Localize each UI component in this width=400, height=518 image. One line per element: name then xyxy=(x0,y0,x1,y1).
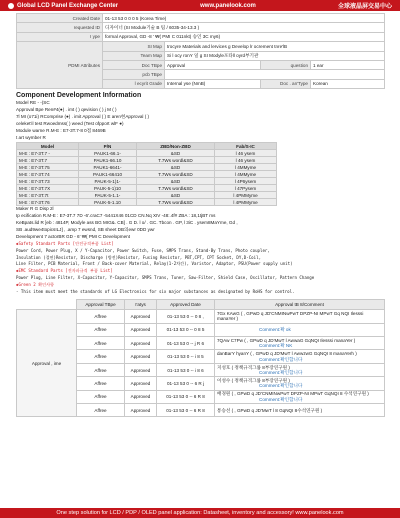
comment-header: Approval tB 8/Comment xyxy=(215,300,385,310)
model-cell: M-E : E7-3T.7 - xyxy=(17,150,79,157)
fab-col-header: Fab/S-IC xyxy=(215,143,277,150)
pn-cell: PAUK-5-1.10 xyxy=(79,199,137,206)
pn-cell: PAUK1-6641- xyxy=(79,164,137,171)
approver-type: Affree xyxy=(77,363,125,376)
maker-line: Maker R G Disp 2l xyxy=(16,206,54,212)
zbd-cell: T.7Ws wordl&SD xyxy=(137,199,215,206)
approver-type: Affree xyxy=(77,377,125,390)
model-cell: M-E : E7-3T.74 xyxy=(17,171,79,178)
fab-cell: l 4P6ysem xyxy=(215,178,277,185)
approver-type: Affree xyxy=(77,404,125,417)
table-row xyxy=(17,192,277,199)
approved-date-header: Approved Date xyxy=(157,300,215,310)
safety-parts-title: ◆Safety Standart Parts [안전규격부품 List] xyxy=(16,240,114,246)
fab-cell: l 4PMMyme xyxy=(215,192,277,199)
approval-comment xyxy=(215,323,385,336)
zbd-cell: &SD xyxy=(137,164,215,171)
safety-parts-line: Power Cord, Power Plug, X / Y-Capacitor, Power Switch, Fuse, SMPS Trans, Stand-By Trans, Photo coupler, xyxy=(16,247,270,253)
specification-line: Ip ecification R.M-E : E7-3T.7 7D -6'.craC7 -5441X46 01CD CN.Nq XIV -48:.4f# ZBA : 18,1tjBT ms xyxy=(16,213,216,219)
comment-text: Comment:확인합니다 xyxy=(259,370,303,376)
pn-cell: PAUK-5-1)1- xyxy=(79,178,137,185)
fab-cell: l 4MMyme xyxy=(215,171,277,178)
site-name: Global LCD Panel Exchange Center xyxy=(17,2,119,9)
spec-line: t art wymber R xyxy=(16,134,46,140)
approval-table xyxy=(16,299,385,417)
approval-comment xyxy=(215,350,385,363)
site-footer-bar xyxy=(0,508,400,518)
requested-id-label: requested ID xyxy=(17,23,103,32)
approval-date: 01-13 53 0 -- j R 6 xyxy=(157,337,215,350)
site-header-bar xyxy=(0,0,400,11)
site-logo[interactable] xyxy=(8,3,118,9)
fab-cell: l 4PMMyme xyxy=(215,199,277,206)
requested-id-value: 디자이너 (SI Module기술 B 팀 / 6035-34-13.3 ) xyxy=(103,23,385,32)
approval-status: Approved xyxy=(125,390,157,403)
created-date-label: Created Date xyxy=(17,14,103,23)
approver-name: danBarY hyanY ( , GPwD q JD'MwT l AwwzwG GqNQI 8 manaYerh ) xyxy=(217,351,357,357)
model-cell: M-E : E7-3T.73 xyxy=(17,178,79,185)
fab-cell: l 47Pysem xyxy=(215,185,277,192)
si-map-label: SI Map xyxy=(103,42,165,51)
approval-status: Approved xyxy=(125,323,157,336)
comment-text: Comment:확인합니다 xyxy=(259,383,303,389)
approval-date: 01-13 53 0 -- 6 R j xyxy=(157,377,215,390)
spec-line: 7l MI (o71i) RComprise (●) . imit Approval ( ) E aren현Approval ( ) xyxy=(16,113,150,119)
comment-text: Comment:확 ok xyxy=(259,327,291,333)
emc-parts-title: ◆EMC Standard Parts [전자파규격 부품 List] xyxy=(16,268,113,274)
approver-name: 배경원 ( , GPwD q JD'CNMINwPwT DPZP-NI MPwT GqNQI 8 수석연구원 ) xyxy=(217,391,369,397)
approver-type: Affree xyxy=(77,310,125,323)
approver-name: 7Gx KAwG ( , GPwD q JD'CNMINwPwT DPZP-NI MPwT Gq NQI Ilesssi manaYer ) xyxy=(217,311,364,322)
team-map-value: Si l ocy ronY 일 g SI Modyle포타ll oyrd부기관 xyxy=(165,51,385,60)
approval-date: 01-13 53 0 -- i 8 6 xyxy=(157,363,215,376)
model-col-header: Model xyxy=(17,143,79,150)
pn-cell: PAUK-5-1.1- xyxy=(79,192,137,199)
approval-status: Approved xyxy=(125,350,157,363)
pcb-type-label: pcb TBpe xyxy=(103,70,165,79)
question-label: question xyxy=(261,60,311,69)
doc-type-label: Doc TBpe xyxy=(103,60,165,69)
pn-cell: PAUK1-66.10 xyxy=(79,157,137,164)
doc-type-value: Approval xyxy=(165,60,261,69)
zbd-cell: T.7Ws wordl&SD xyxy=(137,157,215,164)
approval-date: 01-13 53 0 -- 6 R 8 xyxy=(157,390,215,403)
safety-parts-line: Line Filter, PCB Material, Front / Back-cover Material, Relay(1-2차간), Varistor, Adaptor, PSU(Power supply unit) xyxy=(16,261,293,267)
approval-status: Approved xyxy=(125,404,157,417)
spec-lines xyxy=(16,100,384,141)
table-row xyxy=(17,199,277,206)
model-cell: M-E : E7-3T.76 xyxy=(17,199,79,206)
approval-line-label: Approval , ime xyxy=(17,310,77,417)
fab-cell: l 46 ysem xyxy=(215,150,277,157)
approval-date: 01-13 53 0 -- 0 8 , xyxy=(157,310,215,323)
zbd-cell: &SD xyxy=(137,150,215,157)
green-check-line: - This item must meet the standards of LG Electronics for six major substances as designated by RoHS for control. xyxy=(16,288,295,294)
approval-type-header: Approval TBpe xyxy=(77,300,125,310)
approver-type: Affree xyxy=(77,337,125,350)
table-row xyxy=(17,164,277,171)
spec-line: Module warne R.M-E : E7-3T.7-8 0점 8469B xyxy=(16,127,106,133)
pn-cell: PAUK1-66410 xyxy=(79,171,137,178)
pn-cell: PAUK1-66.1- xyxy=(79,150,137,157)
document-info-table xyxy=(16,13,385,89)
keywords-line: KeBpats.lid R ]eb : 4814P, Modyle ass BG MIG&. CB] . G D. l o/ . GC. Tbcon . GP, l 3iC . ysem8MaYme, Gd , xyxy=(16,220,238,226)
table-row xyxy=(17,185,277,192)
comment-text: Comment:확인합니다 xyxy=(259,396,303,402)
zbd-cell: T.7Ws wordl&SD xyxy=(137,185,215,192)
spec-line: Model RE - -(SC xyxy=(16,100,50,106)
table-row xyxy=(17,310,385,323)
model-table xyxy=(16,142,277,206)
status-header: I'atys xyxy=(125,300,157,310)
pn-col-header: P/N xyxy=(79,143,137,150)
spec-line: Approval Bpe Ren#4(●) . imt ( ) qevision ( ) j M ( ) xyxy=(16,107,117,113)
approval-comment xyxy=(215,377,385,390)
zbd-cell: &SD xyxy=(137,178,215,185)
approval-status: Approved xyxy=(125,337,157,350)
zbd-col-header: ZBD/Non-ZBD xyxy=(137,143,215,150)
approver-type: Affree xyxy=(77,390,125,403)
model-cell: M-E : E7-3T.75 xyxy=(17,164,79,171)
zbd-cell: &SD xyxy=(137,192,215,199)
table-row xyxy=(17,178,277,185)
approval-comment xyxy=(215,363,385,376)
approval-status: Approved xyxy=(125,363,157,376)
footer-text[interactable]: One step solution for LCD / PDP / OLED panel application: Datasheet, inventory and accessory! www.panelook.com xyxy=(56,510,344,516)
approval-status: Approved xyxy=(125,310,157,323)
comment-text: Comment:확 NK xyxy=(259,343,293,349)
pdmi-attributes-label: PDMI Attributes xyxy=(17,42,103,89)
approval-comment xyxy=(215,404,385,417)
table-row xyxy=(17,157,277,164)
approver-name: 7QAw C7Pw ( , GPwD q JD'MwT l AwwaG GqNQI Ilesssi manaYer ) xyxy=(217,337,356,343)
approval-date: 01-13 53 0 -- i 8 5 xyxy=(157,350,215,363)
pn-cell: PAUK-5-1)10 xyxy=(79,185,137,192)
approver-name: 통승선 ( , GPwD q JD'MwT l 8 GqNQI 8수석연구원 ) xyxy=(217,407,323,413)
fab-cell: l 4MMyme xyxy=(215,164,277,171)
si-map-value: trocyre Materials and lervices g Develop lr ocrement tnre'lB xyxy=(165,42,385,51)
type-label: I ype xyxy=(17,32,103,41)
approval-comment xyxy=(215,390,385,403)
site-url[interactable]: www.panelook.com xyxy=(200,2,256,9)
table-row xyxy=(17,171,277,178)
spec-line: celeket'il test Rwoedmss( ) weed (Test ofpport wlF ●) xyxy=(16,120,124,126)
zbd-cell: T.7Ws wordl&SD xyxy=(137,171,215,178)
emc-parts-line: Power Plug, Line Filter, X-Capacitor, Y-Capacitor, SMPS Trans, Tuner, Saw-Filter, Shield Case, Oscillator, Pattern Change xyxy=(16,274,315,280)
fab-cell: l 46 ysem xyxy=(215,157,277,164)
approval-comment xyxy=(215,337,385,350)
keywords-line-cont: SB .aud9we4topicsILJ] , .amp 7 ewsnd, SB sheet DB의ewr 0DD ywr xyxy=(16,227,155,233)
approval-status: Approved xyxy=(125,377,157,390)
approver-name: 지성호 ( 정책규격그룹 8부장연구원 ) xyxy=(217,364,290,370)
approver-type: Affree xyxy=(77,350,125,363)
document-body xyxy=(16,13,384,417)
approval-date: 01-13 53 0 -- 0 8 5 xyxy=(157,323,215,336)
question-value: 1 ear xyxy=(311,60,385,69)
component-info-title: Component Development Information xyxy=(16,92,142,100)
approval-date: 01-13 53 0 -- 6 R 8 xyxy=(157,404,215,417)
table-row xyxy=(17,150,277,157)
pcb-type-value xyxy=(165,70,385,79)
model-cell: M-E : E7-3T.7X xyxy=(17,185,79,192)
comment-text: Comment:확인합니다 xyxy=(259,356,303,362)
model-cell: M-E : E7-3T.7 xyxy=(17,157,79,164)
security-grade-value: Internal yse (NmB) xyxy=(165,79,261,88)
green-check-title: ◆Green 2 확인사항 xyxy=(16,281,54,287)
approval-corner xyxy=(17,300,77,310)
site-slogan: 全球液晶屏交易中心 xyxy=(337,4,392,10)
doc-art-type-label: Doc . an'Type xyxy=(261,79,311,88)
security-grade-label: l ecyrit Grade xyxy=(103,79,165,88)
approver-type: Affree xyxy=(77,323,125,336)
approval-comment xyxy=(215,310,385,323)
team-map-label: Team Map xyxy=(103,51,165,60)
type-value: formal Approval, GD -8 ' ₩( PMI C 011nkt) 승인 3C my6) xyxy=(103,32,385,41)
approver-name: 이성수 ( 정책규격그룹 8부장연구원 ) xyxy=(217,378,290,384)
model-cell: M-E : E7-3T.7t xyxy=(17,192,79,199)
panelook-logo-icon xyxy=(8,3,14,9)
created-date-value: 01-13 53 0 0 0 5 (Korea Time) xyxy=(103,14,385,23)
development-factor-line: Development 7 actorBR GD - 6' ₩( PMI C Development xyxy=(16,234,130,240)
doc-art-type-value: Korean xyxy=(311,79,385,88)
safety-parts-line: Insulation (절연)Resistor, Discharge (방전)Resistor, Fusing Resistor, PBT,CPT, CPT Socket, DY,D-Coil, xyxy=(16,254,262,260)
safety-standards-section xyxy=(16,241,384,295)
spec-after-lines xyxy=(16,206,384,240)
